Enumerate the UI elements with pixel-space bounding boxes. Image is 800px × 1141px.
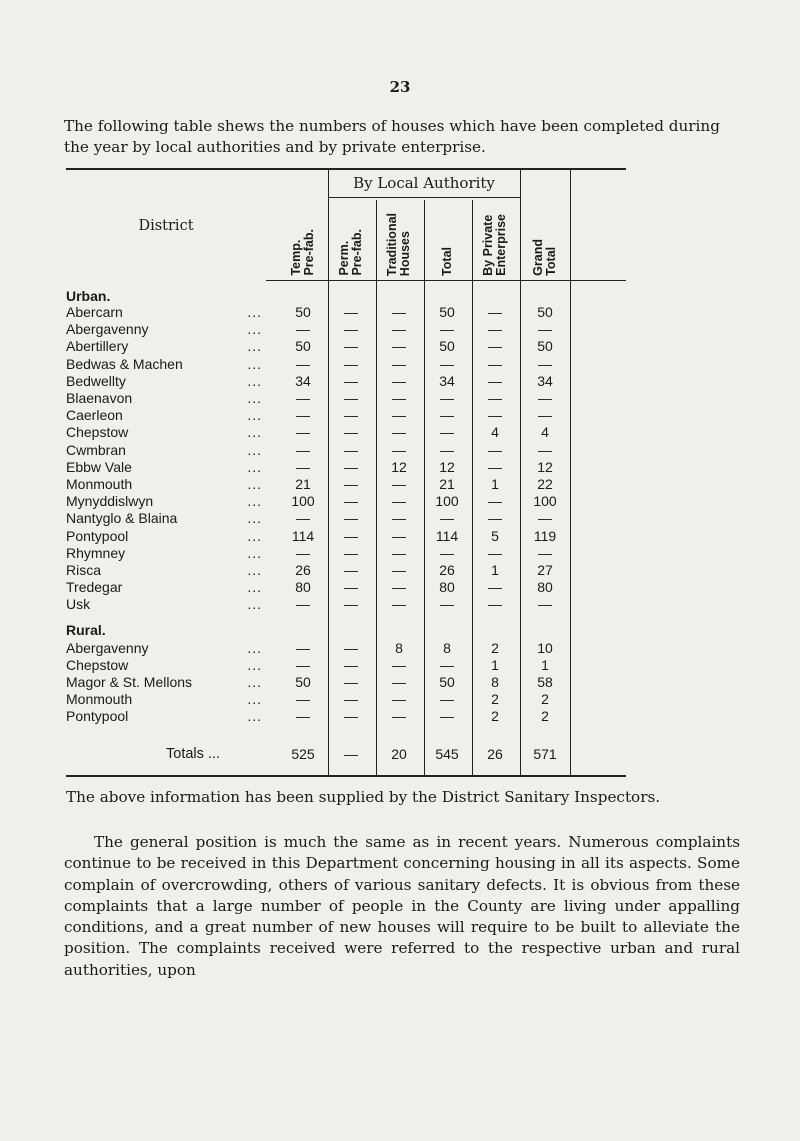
- district-name: [66, 476, 262, 492]
- district-name: [66, 528, 262, 544]
- table-cell: —: [440, 355, 454, 372]
- table-cell: —: [344, 596, 358, 613]
- table-cell: —: [344, 321, 358, 338]
- table-cell: —: [392, 510, 406, 527]
- leader-dots: ...: [247, 441, 262, 458]
- table-cell: —: [344, 493, 358, 510]
- table-cell: 8: [491, 674, 499, 690]
- table-cell: 2: [541, 708, 549, 724]
- district-name: [66, 424, 262, 440]
- table-row: [66, 545, 626, 561]
- table-cell: —: [538, 321, 552, 338]
- totals-cell: 525: [291, 746, 315, 762]
- header-bottom-rule: [266, 280, 626, 281]
- totals-cell: 20: [391, 746, 407, 762]
- table-row: [66, 674, 626, 690]
- table-cell: 34: [439, 372, 455, 389]
- table-cell: 2: [491, 691, 499, 707]
- table-cell: —: [392, 657, 406, 673]
- table-bottom-rule: [66, 775, 626, 777]
- table-cell: —: [344, 708, 358, 724]
- table-cell: 80: [439, 579, 455, 596]
- district-name: [66, 493, 262, 509]
- table-cell: 100: [533, 493, 557, 510]
- district-name-text: Abergavenny: [66, 640, 149, 656]
- district-name-text: Bedwas & Machen: [66, 355, 183, 372]
- table-row: [66, 708, 626, 724]
- table-cell: —: [344, 674, 358, 690]
- table-cell: 8: [443, 640, 451, 656]
- table-cell: —: [392, 493, 406, 510]
- table-cell: 26: [439, 562, 455, 578]
- district-name: [66, 390, 262, 406]
- page-number: 23: [389, 78, 411, 96]
- district-name-text: Abertillery: [66, 338, 129, 355]
- table-row: [66, 356, 626, 372]
- table-cell: —: [392, 390, 406, 406]
- table-cell: —: [440, 510, 454, 527]
- district-name: [66, 545, 262, 561]
- table-cell: —: [392, 579, 406, 596]
- table-cell: —: [344, 527, 358, 544]
- table-cell: —: [296, 596, 310, 613]
- totals-cell: 571: [533, 746, 557, 762]
- table-cell: —: [538, 544, 552, 561]
- table-cell: 50: [537, 304, 553, 320]
- table-cell: 80: [295, 579, 311, 596]
- leader-dots: ...: [247, 527, 262, 544]
- district-name-text: Chepstow: [66, 424, 129, 441]
- district-name: [66, 657, 262, 673]
- table-cell: —: [392, 562, 406, 578]
- table-row: [66, 373, 626, 389]
- table-cell: —: [488, 390, 502, 406]
- table-cell: —: [344, 355, 358, 372]
- table-cell: 50: [537, 338, 553, 355]
- intro-text: The following table shews the numbers of houses which have been completed during the year by local authorities and by private enterprise.: [64, 117, 720, 156]
- district-name-text: Pontypool: [66, 708, 129, 724]
- table-cell: —: [296, 390, 310, 406]
- table-cell: —: [488, 579, 502, 596]
- district-name-text: Pontypool: [66, 527, 129, 544]
- table-cell: 100: [291, 493, 315, 510]
- table-cell: 50: [295, 338, 311, 355]
- column-header-temp-prefab: Temp. Pre-fab.: [289, 229, 316, 276]
- table-cell: —: [488, 458, 502, 475]
- district-header: District: [138, 218, 194, 234]
- table-cell: —: [392, 355, 406, 372]
- leader-dots: ...: [247, 407, 262, 424]
- table-cell: —: [392, 338, 406, 355]
- district-name-text: Cwmbran: [66, 441, 126, 458]
- table-row: [66, 476, 626, 492]
- leader-dots: ...: [247, 562, 262, 578]
- table-cell: —: [344, 562, 358, 578]
- district-name: [66, 373, 262, 389]
- district-name: [66, 321, 262, 337]
- table-cell: —: [440, 691, 454, 707]
- leader-dots: ...: [247, 708, 262, 724]
- group-header-rule: [328, 197, 520, 198]
- district-name: [66, 674, 262, 690]
- column-header-grand-total: Grand Total: [531, 239, 558, 276]
- table-cell: —: [392, 674, 406, 690]
- table-cell: —: [392, 321, 406, 338]
- district-name: [66, 562, 262, 578]
- table-cell: 34: [537, 372, 553, 389]
- table-cell: —: [392, 476, 406, 492]
- table-cell: 34: [295, 372, 311, 389]
- rural-title: Rural.: [66, 622, 106, 638]
- leader-dots: ...: [247, 596, 262, 613]
- leader-dots: ...: [247, 691, 262, 707]
- table-cell: 8: [395, 640, 403, 656]
- table-cell: 114: [435, 527, 459, 544]
- table-cell: 27: [537, 562, 553, 578]
- district-name: [66, 304, 262, 320]
- table-cell: —: [538, 596, 552, 613]
- source-note: The above information has been supplied by the District Sanitary Inspectors.: [66, 788, 661, 806]
- table-cell: 4: [541, 424, 549, 441]
- urban-title: Urban.: [66, 288, 111, 304]
- table-cell: 21: [439, 476, 455, 492]
- table-cell: —: [488, 372, 502, 389]
- table-cell: 50: [295, 674, 311, 690]
- table-cell: —: [538, 355, 552, 372]
- table-cell: —: [344, 510, 358, 527]
- table-top-rule: [66, 168, 626, 170]
- district-name: [66, 510, 262, 526]
- table-cell: —: [538, 441, 552, 458]
- table-cell: —: [538, 510, 552, 527]
- table-cell: —: [392, 596, 406, 613]
- district-name-text: Monmouth: [66, 476, 133, 492]
- district-name: [66, 356, 262, 372]
- leader-dots: ...: [247, 493, 262, 510]
- district-name-text: Caerleon: [66, 407, 123, 424]
- table-cell: —: [296, 640, 310, 656]
- table-cell: 2: [491, 708, 499, 724]
- table-cell: —: [440, 708, 454, 724]
- leader-dots: ...: [247, 476, 262, 492]
- district-name: [66, 459, 262, 475]
- table-cell: —: [344, 691, 358, 707]
- leader-dots: ...: [247, 424, 262, 441]
- table-cell: —: [538, 390, 552, 406]
- district-name: [66, 640, 262, 656]
- table-cell: 21: [295, 476, 311, 492]
- table-cell: —: [440, 657, 454, 673]
- table-cell: 4: [491, 424, 499, 441]
- table-row: [66, 493, 626, 509]
- leader-dots: ...: [247, 355, 262, 372]
- district-name-text: Ebbw Vale: [66, 458, 132, 475]
- district-name-text: Monmouth: [66, 691, 133, 707]
- leader-dots: ...: [247, 674, 262, 690]
- table-cell: 50: [439, 338, 455, 355]
- leader-dots: ...: [247, 510, 262, 527]
- table-cell: 2: [491, 640, 499, 656]
- table-cell: —: [344, 458, 358, 475]
- local-authority-header: By Local Authority: [353, 174, 495, 192]
- table-cell: —: [392, 372, 406, 389]
- district-name: [66, 691, 262, 707]
- table-cell: 1: [541, 657, 549, 673]
- table-cell: 12: [439, 458, 455, 475]
- table-row: [66, 562, 626, 578]
- table-cell: —: [344, 390, 358, 406]
- leader-dots: ...: [247, 458, 262, 475]
- table-cell: —: [344, 657, 358, 673]
- table-cell: —: [488, 544, 502, 561]
- table-cell: —: [440, 424, 454, 441]
- table-row: [66, 442, 626, 458]
- table-row: [66, 304, 626, 320]
- table-cell: 5: [491, 527, 499, 544]
- table-cell: —: [344, 544, 358, 561]
- district-name-text: Rhymney: [66, 544, 126, 561]
- table-cell: —: [296, 424, 310, 441]
- table-row: [66, 510, 626, 526]
- table-cell: —: [344, 372, 358, 389]
- table-cell: 1: [491, 657, 499, 673]
- leader-dots: ...: [247, 338, 262, 355]
- totals-cell: —: [344, 746, 358, 762]
- table-cell: —: [296, 355, 310, 372]
- table-cell: —: [440, 441, 454, 458]
- table-cell: —: [296, 510, 310, 527]
- leader-dots: ...: [247, 372, 262, 389]
- table-cell: 114: [291, 527, 315, 544]
- district-name-text: Tredegar: [66, 579, 123, 596]
- table-cell: —: [440, 596, 454, 613]
- table-cell: 50: [439, 674, 455, 690]
- table-cell: —: [488, 596, 502, 613]
- table-cell: 26: [295, 562, 311, 578]
- table-cell: —: [344, 476, 358, 492]
- totals-cell: 26: [487, 746, 503, 762]
- table-row: [66, 640, 626, 656]
- leader-dots: ...: [247, 321, 262, 338]
- table-row: [66, 528, 626, 544]
- table-row: [66, 338, 626, 354]
- table-cell: —: [440, 544, 454, 561]
- district-name: [66, 338, 262, 354]
- table-cell: —: [296, 657, 310, 673]
- table-row: [66, 459, 626, 475]
- district-name-text: Bedwellty: [66, 372, 126, 389]
- table-row: [66, 321, 626, 337]
- district-name-text: Mynyddislwyn: [66, 493, 154, 510]
- table-cell: 1: [491, 562, 499, 578]
- leader-dots: ...: [247, 544, 262, 561]
- table-cell: —: [440, 407, 454, 424]
- table-cell: —: [488, 321, 502, 338]
- table-cell: —: [296, 691, 310, 707]
- table-cell: —: [344, 338, 358, 355]
- district-name-text: Magor & St. Mellons: [66, 674, 193, 690]
- district-name: [66, 596, 262, 612]
- table-cell: 100: [435, 493, 459, 510]
- table-cell: —: [344, 441, 358, 458]
- district-name-text: Blaenavon: [66, 390, 133, 406]
- table-row: [66, 390, 626, 406]
- table-row: [66, 657, 626, 673]
- table-cell: —: [392, 407, 406, 424]
- body-paragraph: The general position is much the same as in recent years. Numerous complaints continue to be received in this Department concerning housing in all its aspects. Some complain of overcrowding, others of various sanitary defects. It is obvious from these complaints that a large number of people in the County are living under appalling conditions, and a great number of new houses will require to be built to alleviate the position. The complaints received were referred to the respective urban and rural authorities, upon: [64, 833, 740, 979]
- table-cell: —: [538, 407, 552, 424]
- table-cell: —: [296, 544, 310, 561]
- table-cell: —: [296, 321, 310, 338]
- table-cell: —: [488, 338, 502, 355]
- column-header-traditional: Traditional Houses: [385, 212, 412, 276]
- table-cell: —: [344, 579, 358, 596]
- table-cell: —: [392, 544, 406, 561]
- table-cell: 50: [439, 304, 455, 320]
- leader-dots: ...: [247, 579, 262, 596]
- leader-dots: ...: [247, 390, 262, 406]
- table-cell: —: [344, 407, 358, 424]
- table-cell: —: [296, 708, 310, 724]
- table-cell: —: [392, 527, 406, 544]
- district-name: [66, 442, 262, 458]
- district-name: [66, 407, 262, 423]
- district-name: [66, 708, 262, 724]
- district-name: [66, 579, 262, 595]
- district-name-text: Chepstow: [66, 657, 129, 673]
- table-cell: 22: [537, 476, 553, 492]
- table-cell: —: [392, 424, 406, 441]
- table-row: [66, 691, 626, 707]
- table-cell: —: [296, 441, 310, 458]
- table-cell: —: [488, 493, 502, 510]
- table-cell: —: [488, 304, 502, 320]
- table-cell: —: [488, 407, 502, 424]
- table-cell: 119: [533, 527, 557, 544]
- table-cell: 80: [537, 579, 553, 596]
- table-cell: —: [488, 510, 502, 527]
- table-cell: 50: [295, 304, 311, 320]
- table-cell: —: [440, 321, 454, 338]
- table-cell: 2: [541, 691, 549, 707]
- table-cell: —: [488, 355, 502, 372]
- table-cell: —: [344, 304, 358, 320]
- table-row: [66, 579, 626, 595]
- table-cell: 12: [391, 458, 407, 475]
- district-name-text: Abercarn: [66, 304, 123, 320]
- table-cell: 1: [491, 476, 499, 492]
- table-cell: —: [392, 304, 406, 320]
- table-row: [66, 407, 626, 423]
- table-cell: —: [392, 708, 406, 724]
- column-header-private: By Private Enterprise: [481, 214, 508, 276]
- table-cell: —: [440, 390, 454, 406]
- district-name-text: Abergavenny: [66, 321, 149, 338]
- table-row: [66, 596, 626, 612]
- table-cell: 10: [537, 640, 553, 656]
- leader-dots: ...: [247, 657, 262, 673]
- leader-dots: ...: [247, 304, 262, 320]
- column-header-perm-prefab: Perm. Pre-fab.: [337, 229, 364, 276]
- table-cell: 58: [537, 674, 553, 690]
- district-name-text: Risca: [66, 562, 102, 578]
- district-name-text: Nantyglo & Blaina: [66, 510, 178, 527]
- table-cell: —: [296, 458, 310, 475]
- table-cell: —: [392, 691, 406, 707]
- table-cell: 12: [537, 458, 553, 475]
- column-header-total: Total: [439, 247, 454, 276]
- table-cell: —: [392, 441, 406, 458]
- table-cell: —: [296, 407, 310, 424]
- leader-dots: ...: [247, 640, 262, 656]
- table-cell: —: [344, 640, 358, 656]
- table-cell: —: [344, 424, 358, 441]
- district-name-text: Usk: [66, 596, 91, 613]
- table-row: [66, 424, 626, 440]
- table-cell: —: [488, 441, 502, 458]
- totals-cell: 545: [435, 746, 459, 762]
